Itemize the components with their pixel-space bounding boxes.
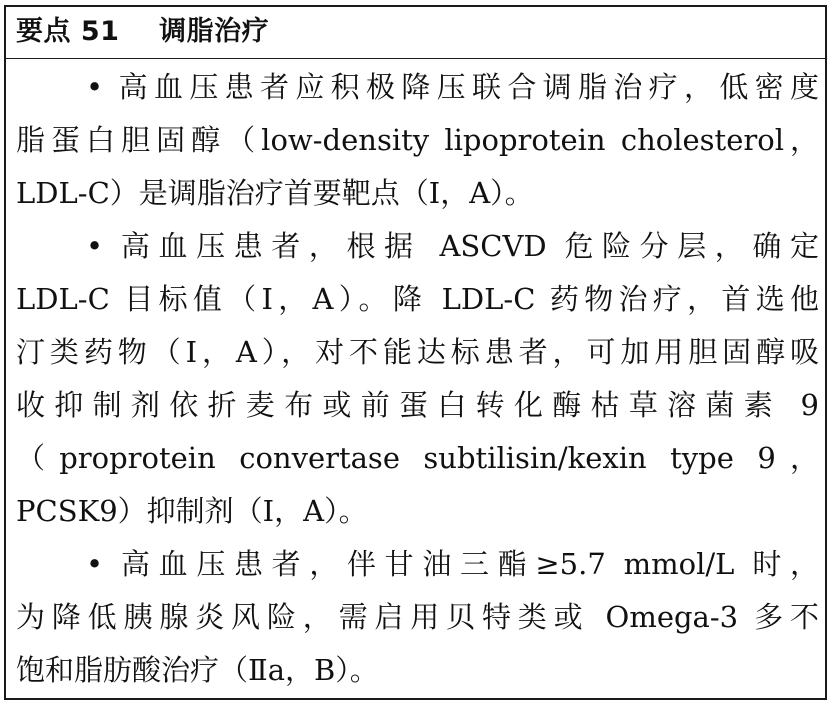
paragraph-3-line-3: 饱和脂肪酸治疗（Ⅱa，B）。	[16, 653, 379, 687]
paragraph-2-line-5: （proprotein convertase subtilisin/kexin type 9，	[16, 441, 819, 475]
key-point-label: 要点 51	[16, 16, 120, 47]
key-point-header	[6, 7, 825, 59]
paragraph-3-line-1: • 高血压患者，伴甘油三酯≥5.7 mmol/L 时，	[86, 547, 819, 581]
key-point-title	[16, 14, 269, 50]
paragraph-2-line-4: 收抑制剂依折麦布或前蛋白转化酶枯草溶菌素 9	[16, 388, 819, 422]
paragraph-1-line-2: 脂蛋白胆固醇（low-density lipoprotein cholesterol，	[16, 123, 819, 157]
key-point-topic: 调脂治疗	[159, 16, 270, 47]
paragraph-3-line-2: 为降低胰腺炎风险，需启用贝特类或 Omega-3 多不	[16, 600, 819, 634]
paragraph-2-line-2: LDL-C 目标值（Ⅰ，A）。降 LDL-C 药物治疗，首选他	[16, 282, 819, 316]
paragraph-2-line-3: 汀类药物（Ⅰ，A），对不能达标患者，可加用胆固醇吸	[16, 335, 819, 369]
paragraph-1-line-3: LDL-C）是调脂治疗首要靶点（Ⅰ，A）。	[16, 176, 534, 210]
paragraph-2-line-1: • 高血压患者，根据 ASCVD 危险分层，确定	[86, 229, 819, 263]
paragraph-1-line-1: • 高血压患者应积极降压联合调脂治疗，低密度	[86, 70, 819, 104]
paragraph-2-line-6: PCSK9）抑制剂（Ⅰ，A）。	[16, 494, 368, 528]
key-point-box	[4, 5, 827, 700]
